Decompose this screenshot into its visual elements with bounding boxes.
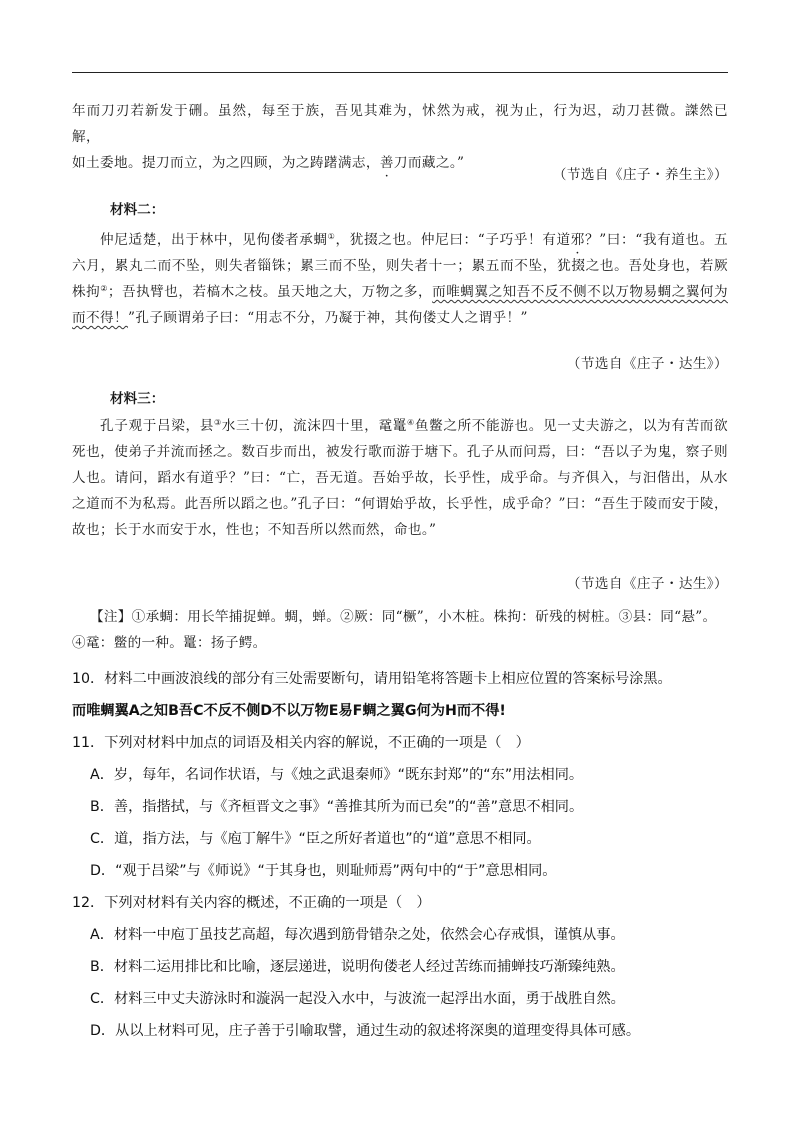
- question-12-option-b[interactable]: B．材料二运用排比和比喻，逐层递进，说明佝偻老人经过苦练而捕蝉技巧渐臻纯熟。: [90, 959, 625, 975]
- question-11-option-b[interactable]: B．善，指揩拭，与《齐桓晋文之事》“善推其所为而已矣”的“善”意思不相同。: [90, 799, 584, 815]
- question-11-option-d[interactable]: D．“观于吕梁”与《师说》“于其身也，则耻师焉”两句中的“于”意思相同。: [90, 863, 557, 879]
- material2-heading: 材料二：: [110, 202, 165, 218]
- dotted-word: 善: [379, 155, 394, 171]
- question-12-option-c[interactable]: C．材料三中丈夫游泳时和漩涡一起没入水中，与波流一起浮出水面，勇于战胜自然。: [90, 991, 625, 1007]
- material3-text: 孔子观于吕梁，县③水三十仞，流沫四十里，鼋鼍④鱼鳖之所不能游也。见一丈夫游之，以为有苦而欲死也，使弟子并流而拯之。数百步而出，被发行歌而游于塘下。孔子从而问焉，曰：“吾以子为鬼，察子则人也。请问，蹈水有道乎？”曰：“亡，吾无道。吾始乎故，长乎性，成乎命。与齐俱入，与汩偕出，从水之道而不为私焉。此吾所以蹈之也。”孔子曰：“何谓始乎故，长乎性，成乎命？”曰：“吾生于陵而安于陵，故也；长于水而安于水，性也；不知吾所以然而然，命也。”: [72, 418, 728, 538]
- material2-text: 仲尼适楚，出于林中，见佝偻者承蜩①，犹掇之也。仲尼曰：“子巧乎！有道邪？”曰：“我有道也。五六月，累丸二而不坠，则失者锱铢；累三而不坠，则失者十一；累五而不坠，犹掇之也。吾处身也，若厥株拘②；吾执臂也，若槁木之枝。虽天地之大，万物之多，而唯蜩翼之知吾不反不侧不以万物易蜩之翼何为而不得！”孔子顾谓弟子曰：“用志不分，乃凝于神，其佝偻丈人之谓乎！”: [72, 232, 728, 326]
- material1-source: （节选自《庄子・养生主》）: [552, 167, 728, 183]
- header-rule: [72, 72, 728, 73]
- material2-source: （节选自《庄子・达生》）: [566, 356, 728, 372]
- question-12-option-a[interactable]: A．材料一中庖丁虽技艺高超，每次遇到筋骨错杂之处，依然会心存戒惧，谨慎从事。: [90, 927, 625, 943]
- question-10: 10．材料二中画波浪线的部分有三处需要断句，请用铅笔将答题卡上相应位置的答案标号涂黑。: [72, 671, 672, 687]
- wavy-underlined-passage: 而唯蜩翼之知吾不反不侧不以万物易蜩之翼何为: [432, 284, 728, 300]
- question-11: 11．下列对材料中加点的词语及相关内容的解说，不正确的一项是（ ）: [72, 735, 530, 751]
- wavy-underlined-passage: 而不得！: [72, 310, 128, 326]
- footnote-line: ④鼋：鳖的一种。鼍：扬子鳄。: [72, 635, 267, 651]
- footnotes: [72, 604, 730, 656]
- material3-source: （节选自《庄子・达生》）: [566, 576, 728, 592]
- question-11-option-c[interactable]: C．道，指方法，与《庖丁解牛》“臣之所好者道也”的“道”意思不相同。: [90, 831, 541, 847]
- material3-heading: 材料三：: [110, 391, 165, 407]
- material1-line: 年而刀刃若新发于硎。虽然，每至于族，吾见其难为，怵然为戒，视为止，行为迟，动刀甚微。謋然已解，: [72, 103, 728, 145]
- footnote-line: 【注】①承蜩：用长竿捕捉蝉。蜩，蝉。②厥：同“橛”，小木桩。株拘：斫残的树桩。③县：同“悬”。: [90, 609, 717, 625]
- question-12-option-d[interactable]: D．从以上材料可见，庄子善于引喻取譬，通过生动的叙述将深奥的道理变得具体可感。: [90, 1023, 641, 1039]
- question-11-option-a[interactable]: A．岁，每年，名词作状语，与《烛之武退秦师》“既东封郑”的“东”用法相同。: [90, 767, 584, 783]
- question-12: 12．下列对材料有关内容的概述，不正确的一项是（ ）: [72, 895, 431, 911]
- material1-line: 如土委地。提刀而立，为之四顾，为之踌躇满志，善刀而藏之。”: [72, 155, 465, 171]
- dotted-word: 道: [556, 232, 571, 248]
- question-10-sentence: 而唯蜩翼A之知B吾C不反不侧D不以万物E易F蜩之翼G何为H而不得!: [72, 703, 506, 719]
